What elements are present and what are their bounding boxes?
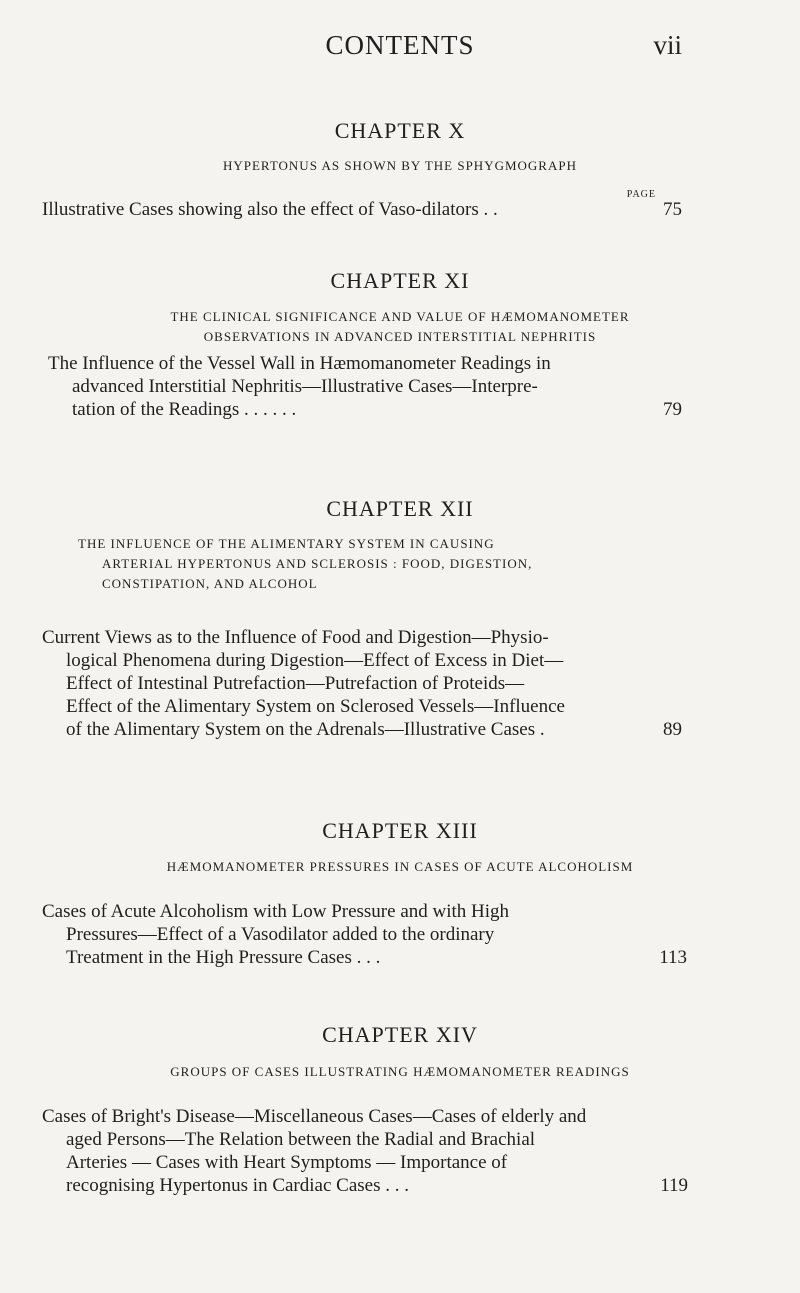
entry-line: Treatment in the High Pressure Cases . . . — [66, 947, 381, 968]
entry-line: The Influence of the Vessel Wall in Hæmomanometer Readings in — [48, 353, 551, 374]
running-head-title: CONTENTS — [325, 30, 475, 60]
entry-line: Current Views as to the Influence of Food and Digestion—Physio- — [42, 627, 549, 648]
chapter-xi — [0, 268, 800, 347]
chapter-title: CHAPTER X — [334, 118, 466, 143]
chapter-subtitle: HÆMOMANOMETER PRESSURES IN CASES OF ACUTE ALCOHOLISM — [166, 859, 634, 874]
entry-page-number: 89 — [663, 719, 682, 740]
toc-entry — [42, 900, 687, 969]
toc-entry — [48, 352, 682, 421]
entry-line: Illustrative Cases showing also the effect of Vaso-dilators . . — [42, 199, 498, 220]
chapter-subtitle: GROUPS OF CASES ILLUSTRATING HÆMOMANOMETER READINGS — [170, 1064, 630, 1079]
entry-page-number: 113 — [659, 947, 687, 968]
entry-line: Arteries — Cases with Heart Symptoms — Importance of — [66, 1152, 508, 1173]
page-column-label: PAGE — [626, 189, 656, 200]
chapter-x — [0, 118, 800, 176]
entry-line: of the Alimentary System on the Adrenals—Illustrative Cases . — [66, 719, 545, 740]
entry-line: advanced Interstitial Nephritis—Illustrative Cases—Interpre- — [72, 376, 538, 397]
entry-line: logical Phenomena during Digestion—Effect of Excess in Diet— — [66, 650, 564, 671]
entry-line: recognising Hypertonus in Cardiac Cases . . . — [66, 1175, 409, 1196]
entry-page-number: 119 — [660, 1175, 688, 1196]
chapter-subtitle-line: ARTERIAL HYPERTONUS AND SCLEROSIS : FOOD, DIGESTION, — [102, 556, 533, 571]
entry-line: Cases of Bright's Disease—Miscellaneous Cases—Cases of elderly and — [42, 1106, 587, 1127]
entry-line: Pressures—Effect of a Vasodilator added to the ordinary — [66, 924, 495, 945]
entry-line: Cases of Acute Alcoholism with Low Pressure and with High — [42, 901, 510, 922]
chapter-title: CHAPTER XII — [326, 496, 474, 521]
chapter-subtitle-line: THE INFLUENCE OF THE ALIMENTARY SYSTEM IN CAUSING — [78, 536, 495, 551]
entry-line: aged Persons—The Relation between the Radial and Brachial — [66, 1129, 536, 1150]
chapter-xii — [0, 496, 800, 594]
chapter-subtitle-line: CONSTIPATION, AND ALCOHOL — [102, 576, 318, 591]
running-head-page-number: vii — [653, 30, 682, 60]
toc-entry — [42, 626, 682, 741]
running-head — [0, 30, 800, 70]
entry-line: Effect of the Alimentary System on Sclerosed Vessels—Influence — [66, 696, 565, 717]
toc-entry — [42, 1105, 688, 1197]
chapter-xiii — [0, 818, 800, 877]
chapter-subtitle-line: THE CLINICAL SIGNIFICANCE AND VALUE OF HÆMOMANOMETER — [170, 309, 630, 324]
chapter-title: CHAPTER XI — [330, 268, 470, 293]
chapter-subtitle-line: OBSERVATIONS IN ADVANCED INTERSTITIAL NEPHRITIS — [203, 329, 597, 344]
chapter-title: CHAPTER XIII — [322, 818, 478, 843]
chapter-xiv — [0, 1022, 800, 1082]
entry-line: tation of the Readings . . . . . . — [72, 399, 297, 420]
entry-page-number: 79 — [663, 399, 682, 420]
chapter-subtitle: HYPERTONUS AS SHOWN BY THE SPHYGMOGRAPH — [222, 158, 577, 173]
chapter-title: CHAPTER XIV — [322, 1022, 478, 1047]
entry-line: Effect of Intestinal Putrefaction—Putrefaction of Proteids— — [66, 673, 525, 694]
entry-page-number: 75 — [663, 199, 682, 220]
toc-entry — [42, 198, 682, 221]
